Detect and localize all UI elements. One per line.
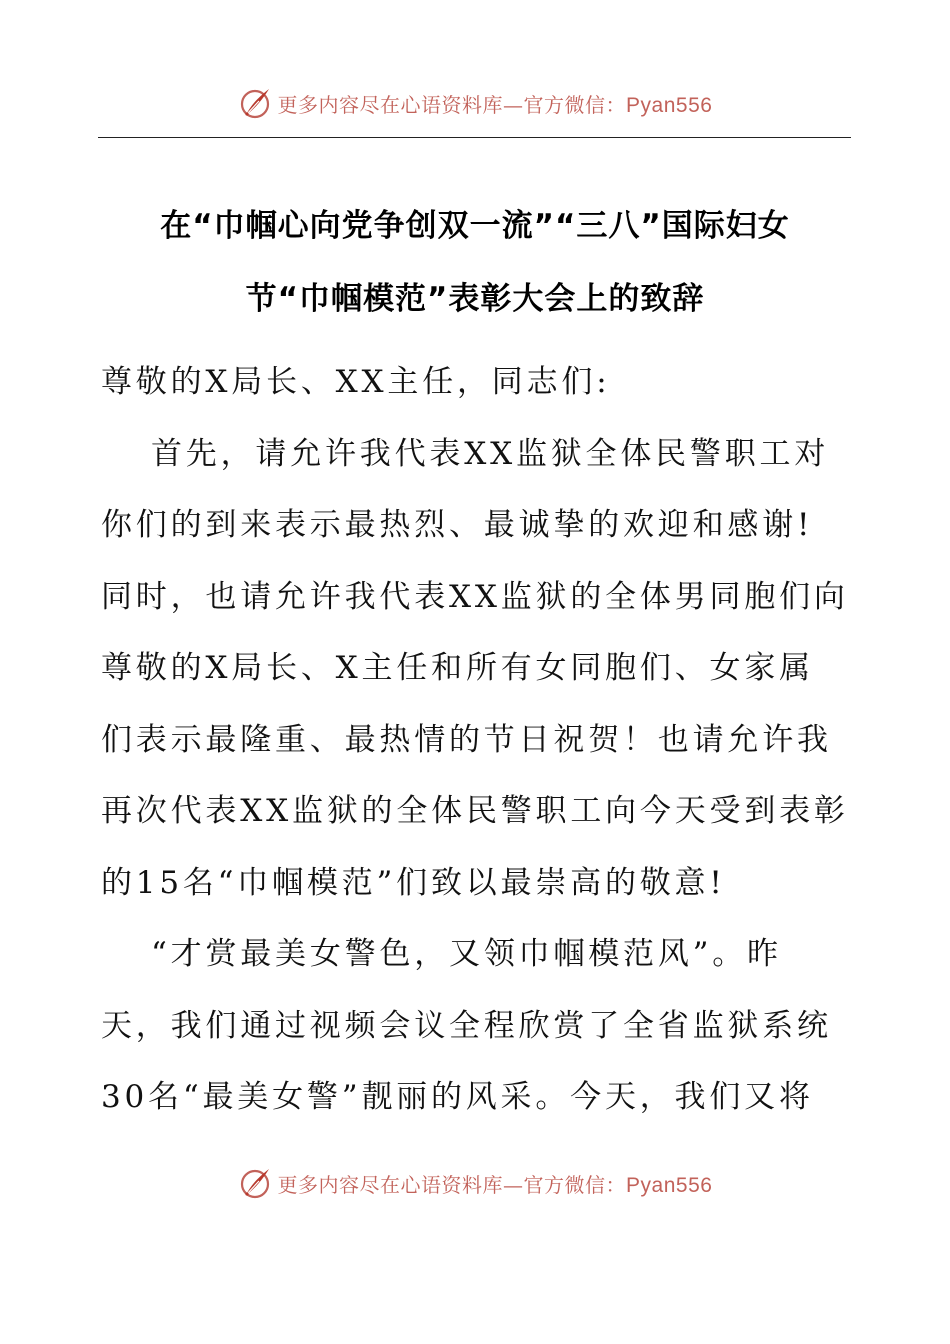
document-title [90,190,860,336]
footer-watermark [0,1163,950,1203]
title-line: 在“巾帼心向党争创双一流”“三八”国际妇女 [160,208,790,244]
quill-pen-logo-icon [238,1165,274,1201]
header-divider [98,137,851,138]
paragraph-line: 的15名“巾帼模范”们致以最崇高的敬意! [101,864,726,901]
paragraph-line: 再次代表XX监狱的全体民警职工向今天受到表彰 [101,793,849,829]
salutation [101,347,851,419]
footer-brand-text: 更多内容尽在心语资料库—官方微信： [277,1172,627,1197]
salutation-line: 尊敬的X局长、XX主任，同志们: [101,364,611,400]
paragraph-line: “才赏最美女警色，又领巾帼模范风”。昨 [151,936,782,972]
header-wechat-handle: Pyan556 [626,93,713,117]
header-watermark [0,83,950,123]
paragraph-line: 天，我们通过视频会议全程欣赏了全省监狱系统 [101,1007,832,1044]
footer-wechat-handle: Pyan556 [626,1173,713,1197]
paragraph-1 [101,419,851,920]
paragraph-line: 你们的到来表示最热烈、最诚挚的欢迎和感谢! [101,507,814,543]
header-brand-text: 更多内容尽在心语资料库—官方微信： [277,92,627,117]
paragraph-line: 首先，请允许我代表XX监狱全体民警职工对 [151,435,830,472]
title-line: 节“巾帼模范”表彰大会上的致辞 [245,281,705,317]
paragraph-line: 们表示最隆重、最热情的节日祝贺！也请允许我 [101,721,832,758]
paragraph-line: 尊敬的X局长、X主任和所有女同胞们、女家属 [101,650,814,686]
paragraph-line: 30名“最美女警”靓丽的风采。今天，我们又将 [101,1079,814,1115]
quill-pen-logo-icon [238,85,274,121]
paragraph-2 [101,919,851,1134]
paragraph-line: 同时，也请允许我代表XX监狱的全体男同胞们向 [101,578,849,615]
document-body [101,347,851,1134]
